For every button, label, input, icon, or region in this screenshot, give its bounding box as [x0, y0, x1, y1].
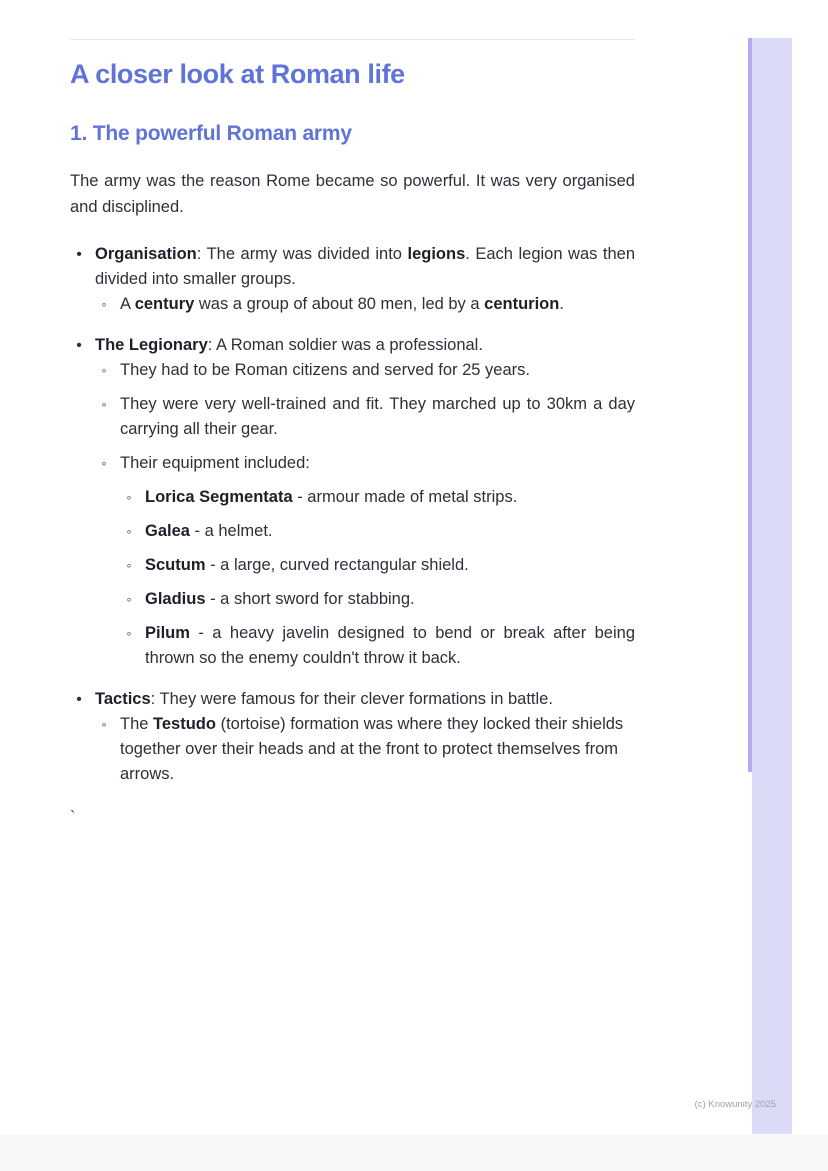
bullet-circle-marker: ◦	[101, 296, 107, 312]
list-item	[70, 553, 635, 578]
stray-backtick: `	[70, 809, 76, 826]
top-divider	[70, 39, 635, 40]
list-item	[70, 333, 635, 358]
bullet-circle-marker: ◦	[126, 489, 132, 505]
list-item	[70, 621, 635, 671]
list-item	[70, 358, 635, 383]
list-item	[70, 519, 635, 544]
bullet-circle-marker: ◦	[101, 716, 107, 732]
list-item	[70, 242, 635, 292]
section-title: 1. The powerful Roman army	[70, 122, 352, 145]
list-item	[70, 292, 635, 317]
bullet-circle-marker: ◦	[101, 396, 107, 412]
bullet-disc-marker: •	[76, 691, 82, 708]
bullet-circle-marker: ◦	[101, 362, 107, 378]
list-item	[70, 451, 635, 476]
bullet-circle-marker: ◦	[126, 591, 132, 607]
page-bottom-edge	[0, 1135, 828, 1171]
side-scrollbar-track[interactable]	[752, 38, 792, 1134]
list-item-text: Organisation: The army was divided into legions. Each legion was then divided into smaller groups.	[95, 245, 635, 288]
list-item-text: A century was a group of about 80 men, led by a centurion.	[120, 295, 564, 313]
list-item	[70, 712, 635, 787]
list-item-text: Scutum - a large, curved rectangular shield.	[145, 556, 469, 574]
bullet-circle-marker: ◦	[101, 455, 107, 471]
list-item	[70, 587, 635, 612]
side-scrollbar-thumb[interactable]	[748, 38, 752, 772]
list-item-text: Lorica Segmentata - armour made of metal strips.	[145, 488, 518, 506]
list-item-text: The Legionary: A Roman soldier was a professional.	[95, 336, 483, 354]
footer-credit: (c) Knowunity 2025	[694, 1099, 776, 1110]
bullet-disc-marker: •	[76, 337, 82, 354]
list-item	[70, 687, 635, 712]
list-item-text: Tactics: They were famous for their clever formations in battle.	[95, 690, 553, 708]
list-item-text: They had to be Roman citizens and served for 25 years.	[120, 361, 530, 379]
bullet-circle-marker: ◦	[126, 523, 132, 539]
list-item-text: They were very well-trained and fit. They marched up to 30km a day carrying all their gear.	[120, 395, 635, 438]
list-item-text: Galea - a helmet.	[145, 522, 273, 540]
list-item-text: Pilum - a heavy javelin designed to bend or break after being thrown so the enemy couldn't throw it back.	[145, 624, 635, 667]
document-page	[70, 0, 635, 827]
list-item-text: The Testudo (tortoise) formation was where they locked their shields together over their heads and at the front to protect themselves from arrows.	[120, 715, 624, 783]
bullet-circle-marker: ◦	[126, 557, 132, 573]
content-list	[70, 242, 635, 787]
list-item	[70, 392, 635, 442]
intro-paragraph: The army was the reason Rome became so powerful. It was very organised and disciplined.	[70, 172, 635, 216]
page-title: A closer look at Roman life	[70, 59, 405, 89]
bullet-disc-marker: •	[76, 246, 82, 263]
list-item	[70, 485, 635, 510]
list-item-text: Their equipment included:	[120, 454, 310, 472]
list-item-text: Gladius - a short sword for stabbing.	[145, 590, 415, 608]
bullet-circle-marker: ◦	[126, 625, 132, 641]
